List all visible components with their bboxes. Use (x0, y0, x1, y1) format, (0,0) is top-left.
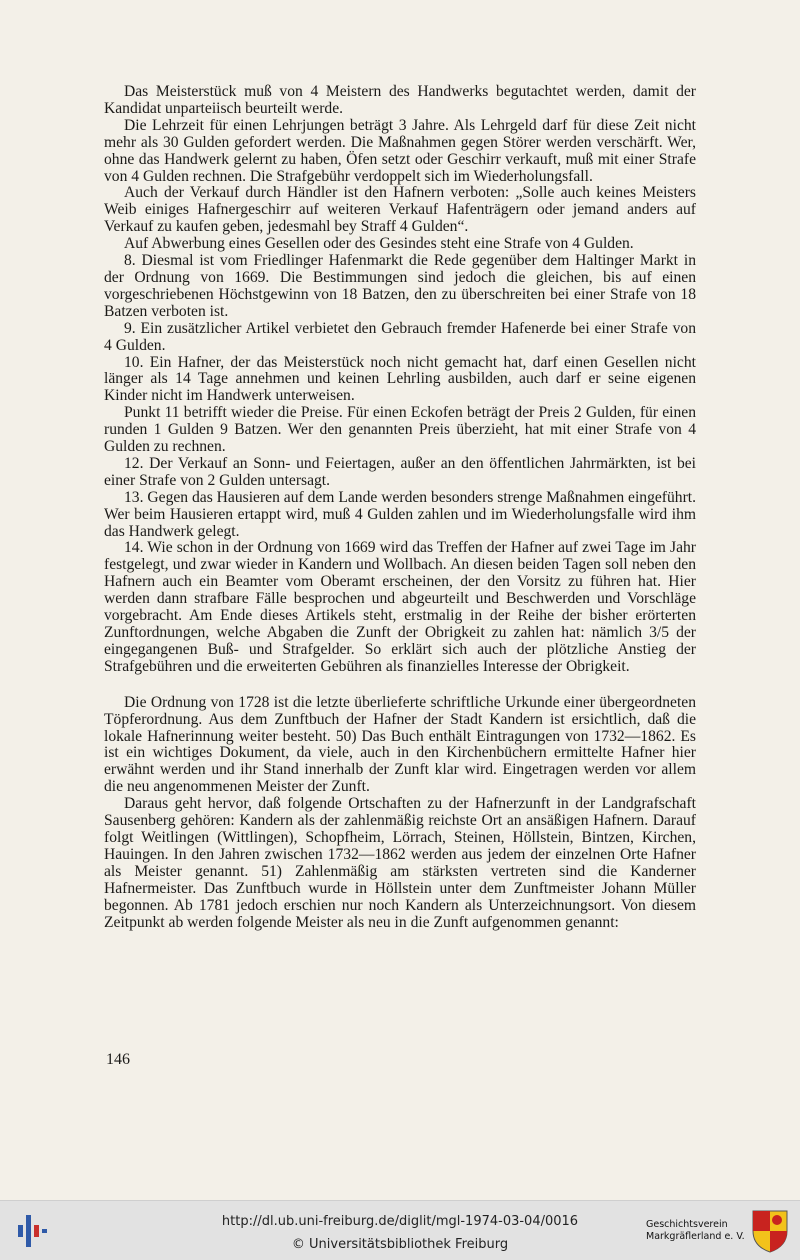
paragraph: 9. Ein zusätzlicher Artikel verbietet den Gebrauch fremder Hafenerde bei einer Strafe von 4 Gulden. (104, 319, 696, 354)
paragraph: Auf Abwerbung eines Gesellen oder des Gesindes steht eine Strafe von 4 Gulden. (124, 235, 634, 253)
footer-url-link[interactable]: http://dl.ub.uni-freiburg.de/diglit/mgl-1974-03-04/0016 (221, 1214, 579, 1229)
paragraph: 8. Diesmal ist vom Friedlinger Hafenmarkt die Rede gegenüber dem Haltinger Markt in der Ordnung von 1669. Die Bestimmungen sind jedoch die gleichen, bis auf einen vorgeschriebenen Höchstgewinn von 18 Batzen, den zu überschreiten bei einer Strafe von 18 Batzen verboten ist. (104, 252, 696, 320)
paragraph: Auch der Verkauf durch Händler ist den Hafnern verboten: „Solle auch keines Meisters Weib einiges Hafnergeschirr auf weiteren Verkauf Hafenträgern oder jemand anders auf Verkauf zu kaufen geben, jedesmahl bey Straff 4 Gulden“. (104, 184, 696, 236)
footer-bar (0, 1200, 800, 1260)
paragraph: 12. Der Verkauf an Sonn- und Feiertagen, außer an den öffentlichen Jahrmärkten, ist bei einer Strafe von 2 Gulden untersagt. (104, 454, 696, 489)
society-line: Markgräflerland e. V. (646, 1231, 745, 1242)
body-text (104, 84, 696, 931)
paragraph: 10. Ein Hafner, der das Meisterstück noch nicht gemacht hat, darf einen Gesellen nicht länger als 14 Tage annehmen und keinen Lehrling ausbilden, auch darf er seine eigenen Kinder nicht im Handwerk unterweisen. (104, 353, 696, 405)
paragraph: Die Ordnung von 1728 ist die letzte überlieferte schriftliche Urkunde einer übergeordneten Töpferordnung. Aus dem Zunftbuch der Hafner der Stadt Kandern ist ersichtlich, daß die lokale Hafnerinnung weiter besteht. 50) Das Buch enthält Eintragungen von 1732—1862. Es ist ein wichtiges Dokument, da viele, auch in den Kirchenbüchern ermittelte Hafner hier erwähnt werden und ihr Stand innerhalb der Zunft klar wird. Eingetragen werden vor allem die neu angenommenen Meister der Zunft. (104, 693, 696, 796)
footer-copyright: © Universitätsbibliothek Freiburg (291, 1237, 509, 1252)
paragraph: Das Meisterstück muß von 4 Meistern des Handwerks begutachtet werden, damit der Kandidat unparteiisch beurteilt werde. (104, 83, 696, 117)
society-line: Geschichtsverein (646, 1219, 728, 1230)
paragraph: Die Lehrzeit für einen Lehrjungen beträgt 3 Jahre. Als Lehrgeld darf für diese Zeit nicht mehr als 30 Gulden gefordert werden. Die Maßnahmen gegen Störer werden verschärft. Wer, ohne das Handwerk gelernt zu haben, Öfen setzt oder Geschirr verkauft, muß mit einer Strafe von 4 Gulden rechnen. Die Strafgebühr verdoppelt sich im Wiederholungsfall. (104, 116, 696, 185)
coat-of-arms-icon (751, 1209, 789, 1253)
page-number: 146 (106, 1051, 130, 1068)
paragraph: Punkt 11 betrifft wieder die Preise. Für einen Eckofen beträgt der Preis 2 Gulden, für einen runden 1 Gulden 9 Batzen. Wer den genannten Preis überzieht, hat mit einer Strafe von 4 Gulden zu rechnen. (104, 404, 696, 456)
paragraph: 14. Wie schon in der Ordnung von 1669 wird das Treffen der Hafner auf zwei Tage im Jahr festgelegt, und zwar wieder in Kandern und Wollbach. An diesen beiden Tagen soll neben den Hafnern auch ein Beamter vom Oberamt erscheinen, der den Vorsitz zu führen hat. Hier werden dann strafbare Fälle besprochen und abgeurteilt und Beschwerden und Vorschläge vorgebracht. Am Ende dieses Artikels steht, erstmalig in der Reihe der bisher erörterten Zunftordnungen, welche Abgaben die Zunft der Obrigkeit zu zahlen hat: nämlich 3/5 der eingegangenen Buß- und Strafgelder. So erklärt sich auch der plötzliche Anstieg der Strafgebühren und die erweiterten Gebühren als finanzielles Interesse der Obrigkeit. (104, 539, 696, 675)
paragraph: Daraus geht hervor, daß folgende Ortschaften zu der Hafnerzunft in der Landgrafschaft Sausenberg gehören: Kandern als der zahlenmäßig reichste Ort an ansäßigen Hafnern. Darauf folgt Weitlingen (Wittlingen), Schopfheim, Lörrach, Steinen, Höllstein, Bintzen, Kirchen, Hauingen. In den Jahren zwischen 1732—1862 werden aus jedem der einzelnen Orte Hafner als Meister genannt. 51) Zahlenmäßig am stärksten vertreten sind die Kanderner Hafnermeister. Das Zunftbuch wurde in Höllstein unter dem Zunftmeister Johann Müller begonnen. Ab 1781 jedoch erschien nur noch Kandern als Unterzeichnungsort. Von diesem Zeitpunkt ab werden folgende Meister als neu in die Zunft aufgenommen genannt: (104, 795, 696, 931)
paragraph: 13. Gegen das Hausieren auf dem Lande werden besonders strenge Maßnahmen eingeführt. Wer beim Hausieren ertappt wird, muß 4 Gulden zahlen und im Wiederholungsfalle wird ihm das Handwerk gelegt. (104, 488, 696, 540)
society-name (646, 1219, 746, 1243)
